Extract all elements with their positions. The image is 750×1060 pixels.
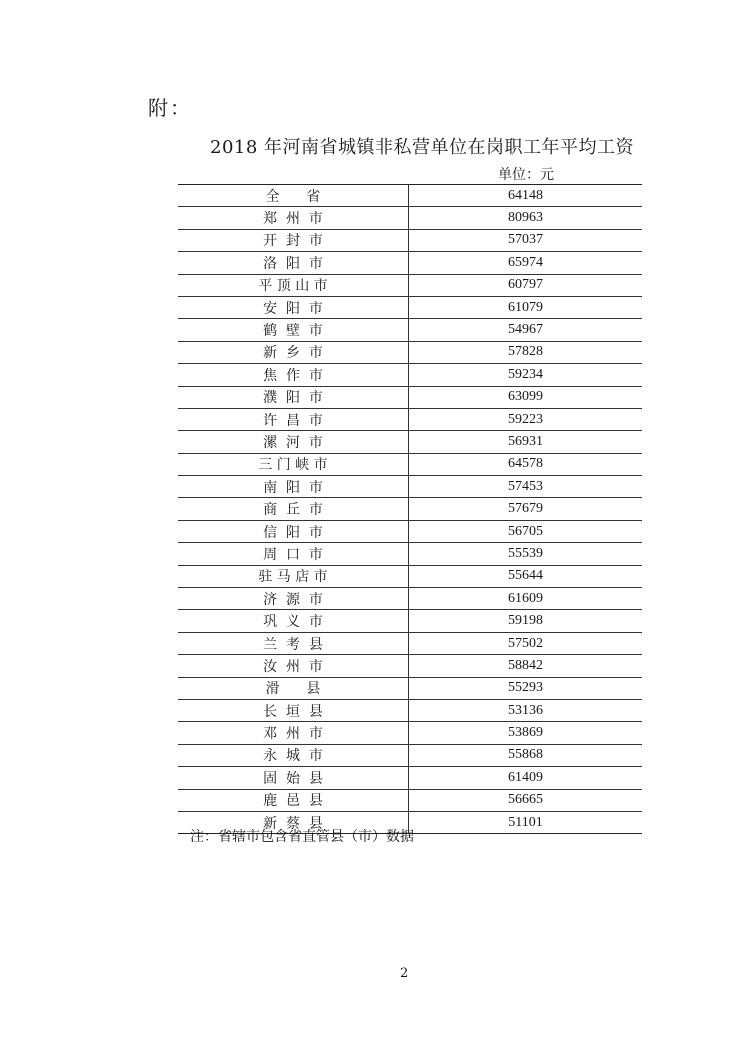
region-name: 滑 县: [178, 678, 409, 699]
region-name: 鹿 邑 县: [178, 790, 409, 811]
region-name: 三 门 峡 市: [178, 454, 409, 475]
wage-value: 63099: [508, 389, 543, 405]
wage-value: 55868: [508, 747, 543, 763]
region-name: 邓 州 市: [178, 722, 409, 743]
table-row: [178, 745, 642, 767]
wage-value: 51101: [508, 814, 543, 830]
attachment-label: 附：: [148, 96, 192, 120]
wage-value: 53869: [508, 725, 543, 741]
wage-value: 65974: [508, 254, 543, 270]
table-row: [178, 342, 642, 364]
wage-value: 55293: [508, 680, 543, 696]
wage-value: 80963: [508, 210, 543, 226]
wage-value: 56931: [508, 433, 543, 449]
table-row: [178, 498, 642, 520]
region-name: 汝 州 市: [178, 655, 409, 676]
table-row: [178, 252, 642, 274]
wage-value: 61079: [508, 299, 543, 315]
wage-value: 55644: [508, 568, 543, 584]
table-row: [178, 566, 642, 588]
wage-value: 59198: [508, 613, 543, 629]
table-row: [178, 409, 642, 431]
table-row: [178, 207, 642, 229]
wage-value: 54967: [508, 322, 543, 338]
unit-label: 单位：元: [498, 167, 554, 183]
region-name: 兰 考 县: [178, 633, 409, 654]
region-name: 平 顶 山 市: [178, 275, 409, 296]
table-row: [178, 722, 642, 744]
wage-value: 64578: [508, 456, 543, 472]
footnote: 注：省辖市包含省直管县（市）数据: [190, 829, 414, 845]
region-name: 长 垣 县: [178, 700, 409, 721]
region-name: 商 丘 市: [178, 498, 409, 519]
table-row: [178, 387, 642, 409]
region-name: 郑 州 市: [178, 207, 409, 228]
region-name: 鹤 壁 市: [178, 319, 409, 340]
region-name: 濮 阳 市: [178, 387, 409, 408]
wage-value: 55539: [508, 545, 543, 561]
wage-value: 59234: [508, 366, 543, 382]
wage-value: 59223: [508, 411, 543, 427]
region-name: 安 阳 市: [178, 297, 409, 318]
region-name: 济 源 市: [178, 588, 409, 609]
region-name: 周 口 市: [178, 543, 409, 564]
region-name: 新 蔡 县: [178, 812, 409, 833]
region-name: 永 城 市: [178, 745, 409, 766]
table-row: [178, 588, 642, 610]
document-title: 2018 年河南省城镇非私营单位在岗职工年平均工资: [210, 137, 635, 158]
table-row: [178, 454, 642, 476]
wage-value: 57037: [508, 232, 543, 248]
wage-value: 61609: [508, 590, 543, 606]
table-row: [178, 364, 642, 386]
table-row: [178, 230, 642, 252]
wage-value: 58842: [508, 657, 543, 673]
table-row: [178, 790, 642, 812]
table-row: [178, 610, 642, 632]
table-row: [178, 275, 642, 297]
wage-value: 61409: [508, 769, 543, 785]
table-row: [178, 319, 642, 341]
table-row: [178, 297, 642, 319]
table-row: [178, 633, 642, 655]
region-name: 许 昌 市: [178, 409, 409, 430]
region-name: 新 乡 市: [178, 342, 409, 363]
region-name: 全 省: [178, 185, 409, 206]
region-name: 洛 阳 市: [178, 252, 409, 273]
table-row: [178, 431, 642, 453]
region-name: 焦 作 市: [178, 364, 409, 385]
wage-value: 56705: [508, 523, 543, 539]
table-row: [178, 678, 642, 700]
wage-value: 60797: [508, 277, 543, 293]
wage-value: 64148: [508, 187, 543, 203]
wage-value: 57502: [508, 635, 543, 651]
wage-value: 57679: [508, 501, 543, 517]
region-name: 固 始 县: [178, 767, 409, 788]
table-row: [178, 543, 642, 565]
table-row: [178, 476, 642, 498]
wage-value: 56665: [508, 792, 543, 808]
wage-value: 57828: [508, 344, 543, 360]
region-name: 漯 河 市: [178, 431, 409, 452]
table-row: [178, 521, 642, 543]
region-name: 巩 义 市: [178, 610, 409, 631]
region-name: 开 封 市: [178, 230, 409, 251]
page-number: 2: [400, 966, 409, 981]
region-name: 驻 马 店 市: [178, 566, 409, 587]
table-row: [178, 767, 642, 789]
wage-value: 53136: [508, 702, 543, 718]
table-row: [178, 700, 642, 722]
table-row: [178, 655, 642, 677]
wage-value: 57453: [508, 478, 543, 494]
region-name: 南 阳 市: [178, 476, 409, 497]
wage-table: [178, 184, 642, 834]
table-row: [178, 185, 642, 207]
region-name: 信 阳 市: [178, 521, 409, 542]
